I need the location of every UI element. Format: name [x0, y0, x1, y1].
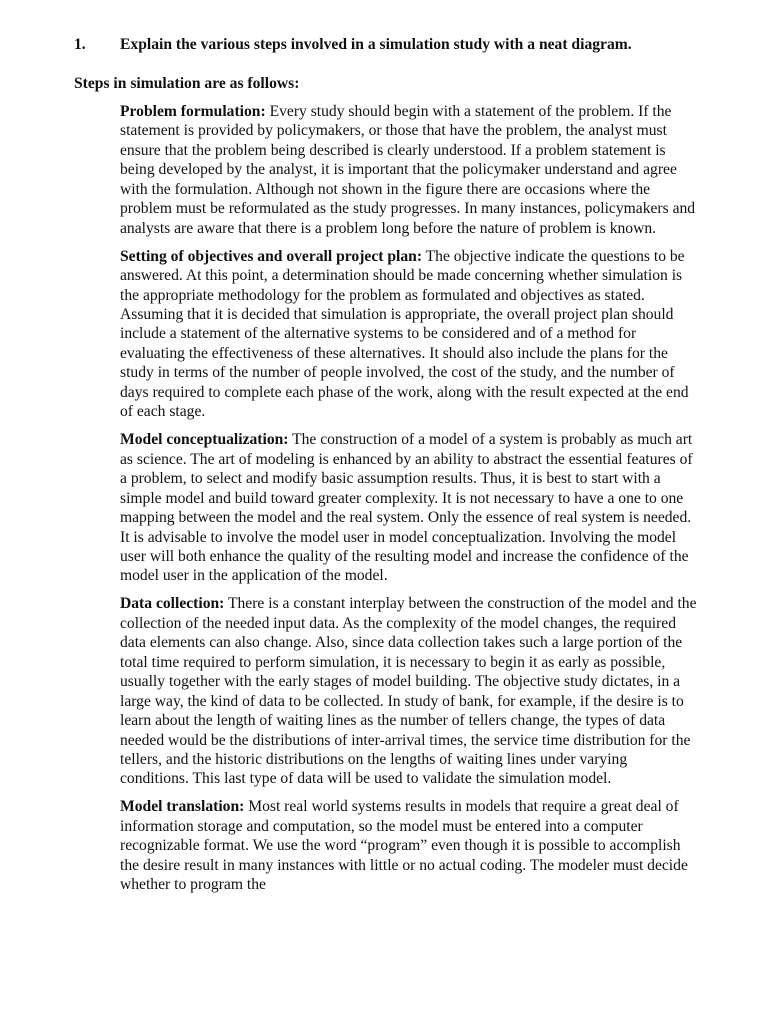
step-term: Problem formulation:	[120, 103, 266, 120]
step-text: There is a constant interplay between the construction of the model and the collection of the needed input data. As the complexity of the model changes, the required data elements can also change. Also, since data collection takes such a large portion of the total time required to perform simulation, it is necessary to begin it as early as possible, usually together with the early stages of model building. The objective study dictates, in a large way, the kind of data to be collected. In study of bank, for example, if the desire is to learn about the length of waiting lines as the number of tellers change, the types of data needed would be the distributions of inter-arrival times, the service time distribution for the tellers, and the historic distributions on the lengths of waiting lines under varying conditions. This last type of data will be used to validate the simulation model.	[120, 595, 697, 788]
step-text: The objective indicate the questions to be answered. At this point, a determination should be made concerning whether simulation is the appropriate methodology for the problem as formulated and objectives as stated. Assuming that it is decided that simulation is appropriate, the overall project plan should include a statement of the alternative systems to be considered and of a method for evaluating the effectiveness of these alternatives. It should also include the plans for the study in terms of the number of people involved, the cost of the study, and the number of days required to complete each phase of the work, along with the result expected at the end of each stage.	[120, 247, 689, 421]
step-text: The construction of a model of a system is probably as much art as science. The art of modeling is enhanced by an ability to abstract the essential features of a problem, to select and modify basic assumption results. Thus, it is best to start with a simple model and build toward greater complexity. It is not necessary to have a one to one mapping between the model and the real system. Only the essence of real system is needed. It is advisable to involve the model user in model conceptualization. Involving the model user will both enhance the quality of the resulting model and increase the confidence of the model user in the application of the model.	[120, 431, 693, 585]
step-term: Model conceptualization:	[120, 431, 289, 449]
steps-list	[120, 102, 698, 903]
step-text: Most real world systems results in models that require a great deal of information storage and computation, so the model must be entered into a computer recognizable format. We use the word “program” even though it is possible to accomplish the desire result in many instances with little or no actual coding. The modeler must decide whether to program the	[120, 798, 688, 894]
question-heading	[74, 35, 694, 55]
step-term: Model translation:	[120, 798, 245, 816]
step-model-conceptualization	[120, 430, 698, 586]
steps-intro: Steps in simulation are as follows:	[74, 75, 300, 92]
question-number: 1.	[74, 36, 86, 53]
step-data-collection	[120, 594, 698, 789]
step-model-translation	[120, 797, 698, 894]
step-term: Data collection:	[120, 595, 225, 613]
step-problem-formulation	[120, 102, 698, 238]
question-text: Explain the various steps involved in a simulation study with a neat diagram.	[120, 36, 632, 53]
step-term: Setting of objectives and overall project plan:	[120, 247, 423, 265]
step-text: Every study should begin with a statement of the problem. If the statement is provided by policymakers, or those that have the problem, the analyst must ensure that the problem being described is clearly understood. If a problem statement is being developed by the analyst, it is important that the policymaker understand and agree with the formulation. Although not shown in the figure there are occasions where the problem must be reformulated as the study progresses. In many instances, policymakers and analysts are aware that there is a problem long before the nature of problem is known.	[120, 103, 696, 237]
step-setting-objectives	[120, 247, 698, 422]
